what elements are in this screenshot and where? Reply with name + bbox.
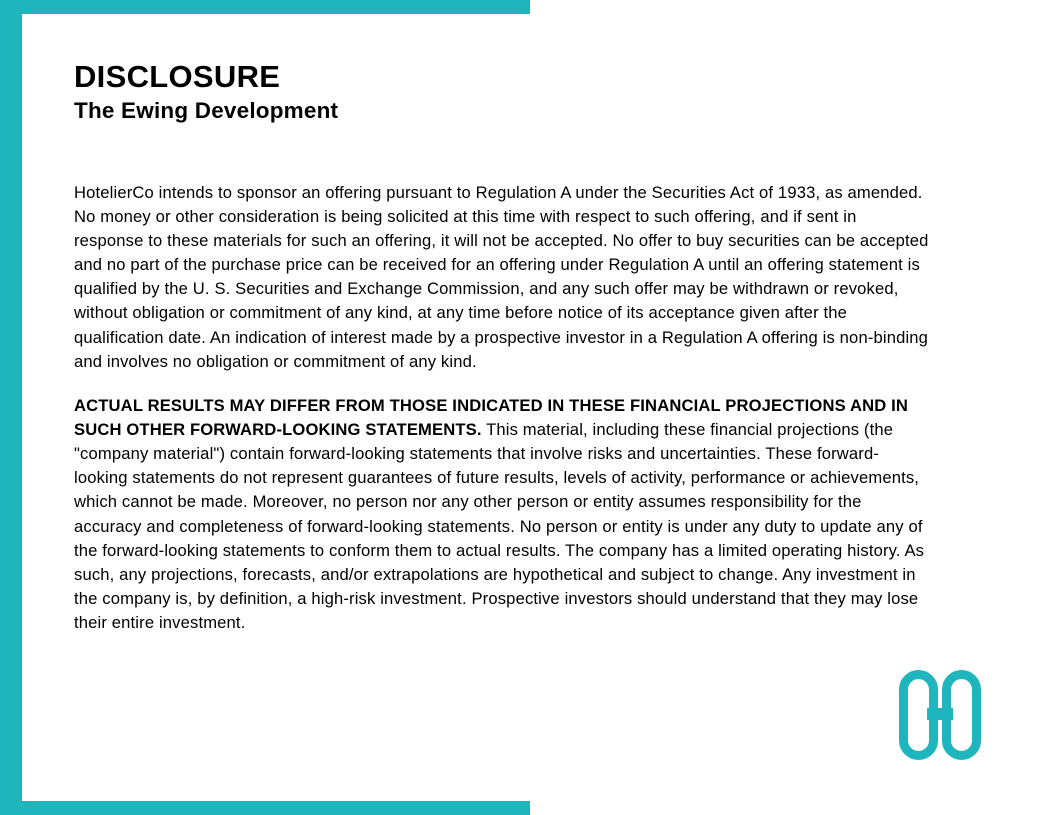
page-subtitle: The Ewing Development [74,97,339,123]
forward-looking-text: This material, including these financial projections (the "company material") contain forward-looking statements that involve risks and uncertainties. These forward-looking statements do not represent guarantees of future results, levels of activity, performance or achievements, which cannot be made. Moreover, no person nor any other person or entity assumes responsibility for the accuracy and completeness of forward-looking statements. No person or entity is under any duty to update any of the forward-looking statements to conform them to actual results. The company has a limited operating history. As such, any projections, forecasts, and/or extrapolations are hypothetical and subject to change. Any investment in the company is, by definition, a high-risk investment. Prospective investors should understand that they may lose their entire investment. [74,419,925,633]
forward-looking-heading: ACTUAL RESULTS MAY DIFFER FROM THOSE INDICATED IN THESE FINANCIAL PROJECTIONS AND IN SUCH OTHER FORWARD-LOOKING STATEMENTS. [74,395,909,439]
hotelierco-logo [897,669,983,761]
slide-content [74,60,934,635]
disclosure-paragraph-2 [74,394,929,635]
page-title: DISCLOSURE [74,59,281,94]
disclosure-body [74,181,934,636]
disclosure-paragraph-1: HotelierCo intends to sponsor an offering pursuant to Regulation A under the Securities Act of 1933, as amended. No money or other consideration is being solicited at this time with respect to such offering, and if sent in response to these materials for such an offering, it will not be accepted. No offer to buy securities can be accepted and no part of the purchase price can be received for an offering under Regulation A until an offering statement is qualified by the U. S. Securities and Exchange Commission, and any such offer may be withdrawn or revoked, without obligation or commitment of any kind, at any time before notice of its acceptance given after the qualification date. An indication of interest made by a prospective investor in a Regulation A offering is non-binding and involves no obligation or commitment of any kind. [74,182,929,371]
